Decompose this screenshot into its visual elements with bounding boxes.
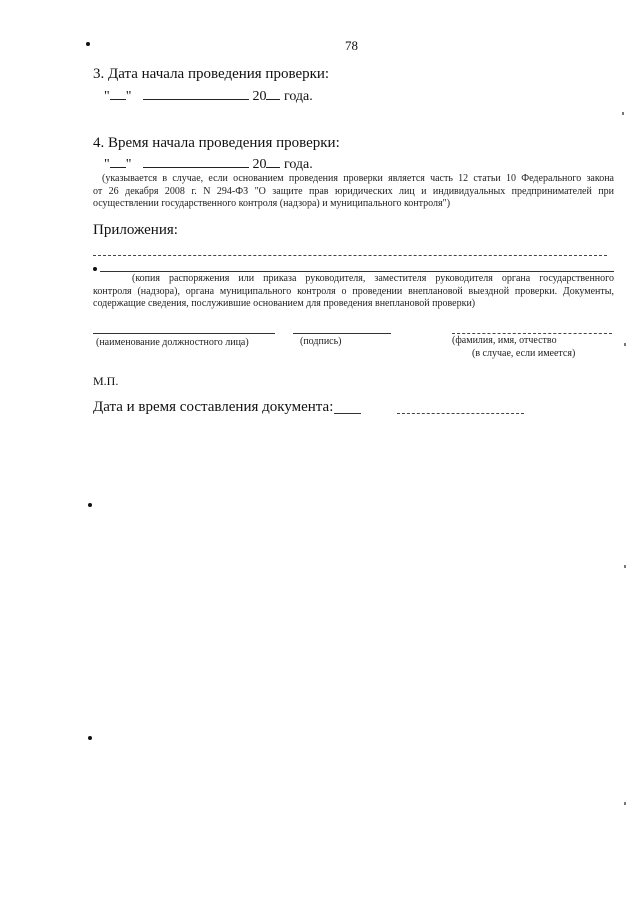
- scan-dot: [86, 42, 90, 46]
- section-4-date-line: [104, 155, 313, 173]
- quote-close: ": [125, 157, 132, 172]
- year-blank: [266, 155, 280, 168]
- name-line: [452, 333, 612, 334]
- name-label-cont: (в случае, если имеется): [472, 348, 576, 359]
- quote-open: ": [104, 157, 110, 172]
- attachments-title: Приложения:: [93, 222, 178, 238]
- scan-mark: [622, 112, 624, 115]
- page-number: 78: [345, 38, 358, 53]
- attachments-caption-line-3: содержащие сведения, послужившие основанием для проведения внеплановой проверки): [93, 298, 476, 309]
- section-4-note-line-1: (указывается в случае, если основанием проведения проверки является часть 12 статьи 10 Федерального закона: [102, 173, 614, 184]
- year-prefix: 20: [252, 157, 267, 172]
- signature-line: [293, 333, 391, 334]
- attachments-caption-line-2: контроля (надзора), органа муниципального контроля о проведении внеплановой выездной проверки. Документы,: [93, 286, 614, 297]
- scan-dot: [88, 736, 92, 740]
- scan-mark: [624, 565, 626, 568]
- day-blank: [110, 87, 126, 100]
- scan-mark: [624, 802, 626, 805]
- month-blank: [143, 155, 249, 168]
- year-suffix: года.: [283, 157, 313, 172]
- scan-mark: [624, 343, 626, 346]
- attachments-caption-line-1: (копия распоряжения или приказа руководителя, заместителя руководителя органа государственного: [132, 273, 614, 284]
- section-4-title: 4. Время начала проведения проверки:: [93, 135, 340, 151]
- section-4-note-line-2: от 26 декабря 2008 г. N 294-ФЗ "О защите прав юридических лиц и индивидуальных предпринимателей при: [93, 186, 614, 197]
- quote-close: ": [125, 89, 132, 104]
- position-line: [93, 333, 275, 334]
- month-blank: [143, 87, 249, 100]
- scan-dot: [93, 267, 97, 271]
- quote-open: ": [104, 89, 110, 104]
- document-datetime-label: Дата и время составления документа:: [93, 399, 334, 415]
- scan-dot: [88, 503, 92, 507]
- name-label: (фамилия, имя, отчество: [452, 335, 557, 346]
- section-3-title: 3. Дата начала проведения проверки:: [93, 66, 330, 82]
- datetime-line-2: [397, 413, 524, 414]
- section-4-note-line-3: осуществлении государственного контроля (надзора) и муниципального контроля"): [93, 198, 451, 209]
- stamp-label: М.П.: [93, 374, 119, 388]
- datetime-line-1: [334, 413, 361, 414]
- year-blank: [266, 87, 280, 100]
- position-label: (наименование должностного лица): [96, 337, 249, 348]
- day-blank: [110, 155, 126, 168]
- year-prefix: 20: [252, 89, 267, 104]
- signature-label: (подпись): [300, 336, 342, 347]
- attachments-line-1: [93, 255, 607, 256]
- year-suffix: года.: [283, 89, 313, 104]
- section-3-date-line: [104, 87, 313, 105]
